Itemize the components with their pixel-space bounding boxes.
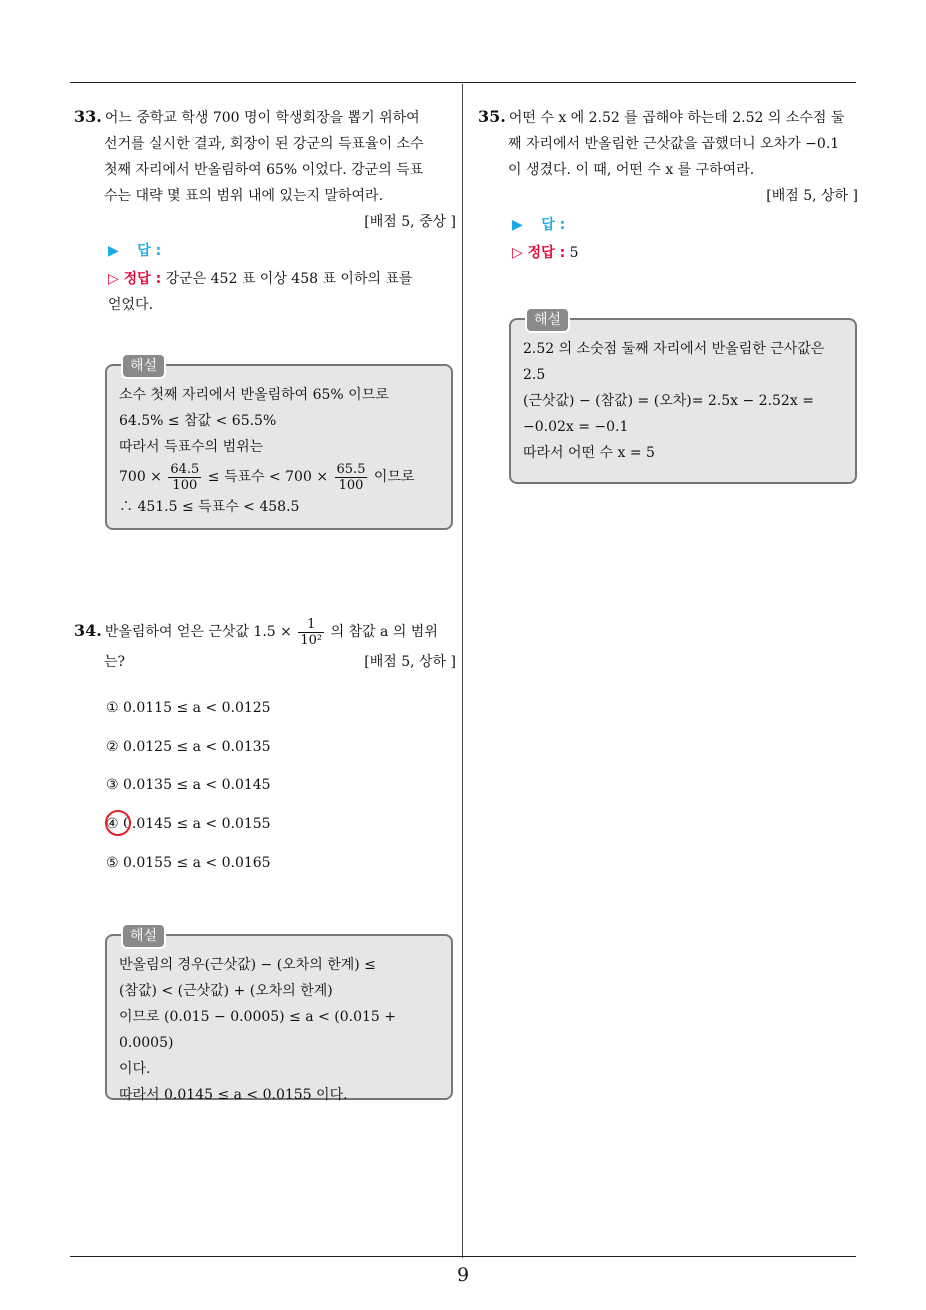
question-35-line-2: 째 자리에서 반올림한 근삿값을 곱했더니 오차가 −0.1 [508, 136, 840, 152]
solution-line: ∴ 451.5 ≤ 득표수 < 458.5 [119, 499, 300, 515]
choice-2[interactable]: ② 0.0125 ≤ a < 0.0135 [106, 739, 271, 755]
question-33-line-2: 선거를 실시한 결과, 회장이 된 강군의 득표율이 소수 [104, 136, 424, 152]
solution-tag: 해설 [121, 353, 166, 379]
fraction: $\frac{1}{\text{10²}}$ [300, 616, 323, 648]
solution-line: (참값) < (근삿값) + (오차의 한계) [119, 983, 333, 999]
question-35-meta: [배점 5, 상하 ] [766, 188, 858, 204]
question-35-line-1: 35. 어떤 수 x 에 2.52 를 곱해야 하는데 2.52 의 소수점 둘 [478, 107, 845, 126]
solution-box-33 [105, 358, 453, 530]
solution-line: 2.52 의 소숫점 둘째 자리에서 반올림한 근사값은 [523, 341, 825, 357]
choice-1[interactable]: ① 0.0115 ≤ a < 0.0125 [106, 700, 271, 716]
question-34-line-2: 는? [배점 5, 상하 ] [74, 649, 456, 675]
correct-label: ▷ 정답 : [512, 245, 566, 261]
solution-line: 따라서 어떤 수 x = 5 [523, 445, 655, 461]
solution-tag: 해설 [525, 307, 570, 333]
choice-5[interactable]: ⑤ 0.0155 ≤ a < 0.0165 [106, 855, 271, 871]
solution-line: 소수 첫째 자리에서 반올림하여 65% 이므로 [119, 387, 389, 403]
correct-answer-35 [512, 240, 579, 266]
solution-tag: 해설 [121, 923, 166, 949]
solution-line: 반올림의 경우(근삿값) − (오차의 한계) ≤ [119, 957, 376, 973]
solution-line: (근삿값) − (참값) = (오차)= 2.5x − 2.52x = [523, 393, 814, 409]
answer-row-35 [512, 212, 565, 238]
answer-arrow-icon: ▶ [108, 243, 119, 259]
question-33-line-1: 33. 어느 중학교 학생 700 명이 학생회장을 뽑기 위하여 [74, 107, 420, 126]
question-33-number: 33. [74, 107, 102, 126]
question-33-line-4: 수는 대략 몇 표의 범위 내에 있는지 말하여라. [104, 188, 384, 204]
bottom-rule [70, 1256, 856, 1257]
correct-answer-text: 강군은 452 표 이상 458 표 이하의 표를 [165, 271, 413, 287]
top-rule [70, 82, 856, 83]
question-33-line-3: 첫째 자리에서 반올림하여 65% 이었다. 강군의 득표 [104, 162, 424, 178]
solution-box-35 [509, 312, 857, 484]
solution-line-fraction: 700 × $\frac{64.5}{100}$ ≤ 득표수 < 700 × $\frac{65.5}{100}$ 이므로 [119, 461, 415, 493]
question-34-number: 34. [74, 621, 102, 640]
solution-line: 이므로 (0.015 − 0.0005) ≤ a < (0.015 + 0.0005) [119, 1009, 396, 1051]
question-35-line-3: 이 생겼다. 이 때, 어떤 수 x 를 구하여라. [508, 162, 755, 178]
fraction: $\frac{65.5}{100}$ [336, 461, 366, 493]
choice-3[interactable]: ③ 0.0135 ≤ a < 0.0145 [106, 777, 271, 793]
choice-4[interactable]: ④ 0.0145 ≤ a < 0.0155 [106, 816, 271, 832]
answer-arrow-icon: ▶ [512, 217, 523, 233]
column-divider [462, 84, 463, 1258]
correct-answer-33 [108, 266, 456, 318]
solution-line: 2.5 [523, 367, 546, 383]
question-33-meta: [배점 5, 중상 ] [364, 214, 456, 230]
question-35-number: 35. [478, 107, 506, 126]
solution-line: 64.5% ≤ 참값 < 65.5% [119, 413, 277, 429]
question-34-line-1: 34. 반올림하여 얻은 근삿값 1.5 × $\frac{1}{\text{10²}}$ 의 참값 a 의 범위 [74, 616, 438, 648]
selected-answer-circle-icon [105, 810, 131, 836]
page-number: 9 [456, 1264, 470, 1286]
answer-row-33 [108, 238, 161, 264]
question-34-meta: [배점 5, 상하 ] [364, 654, 456, 670]
question-35 [478, 104, 858, 209]
question-33 [74, 104, 456, 235]
answer-label: 답 : [137, 243, 162, 259]
solution-line: −0.02x = −0.1 [523, 419, 629, 435]
solution-box-34 [105, 928, 453, 1103]
fraction: $\frac{64.5}{100}$ [170, 461, 200, 493]
solution-line: 이다. [119, 1061, 151, 1077]
correct-answer-text: 5 [569, 245, 579, 261]
correct-label: ▷ 정답 : [108, 271, 162, 287]
question-34 [74, 614, 456, 675]
solution-line: 따라서 득표수의 범위는 [119, 439, 264, 455]
solution-line: 따라서 0.0145 ≤ a < 0.0155 이다. [119, 1087, 348, 1103]
correct-answer-text-cont: 얻었다. [108, 297, 154, 313]
answer-label: 답 : [541, 217, 566, 233]
